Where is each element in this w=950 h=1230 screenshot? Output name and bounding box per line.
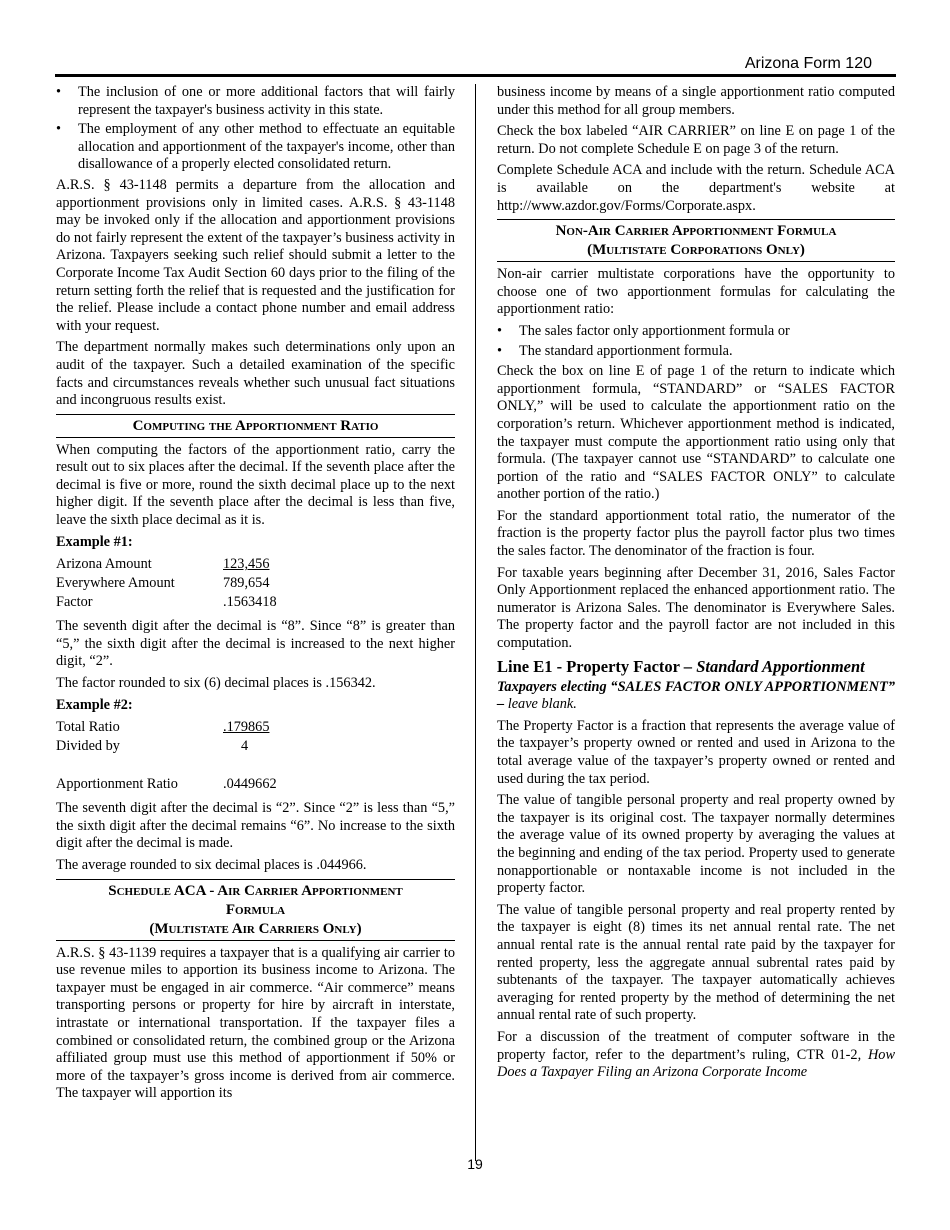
list-item: • The sales factor only apportionment formula or (497, 323, 895, 341)
table-row (56, 738, 277, 757)
paragraph: business income by means of a single apportionment ratio computed under this method for all group members. (497, 84, 895, 118)
line-e1-heading (497, 657, 895, 677)
heading-text: Line E1 - Property Factor – (497, 656, 697, 676)
paragraph: A.R.S. § 43-1148 permits a departure from the allocation and apportionment provisions only in limited cases. A.R.S. § 43-1148 may be invoked only if the allocation and apportionment provisions do not fairly represent the extent of the taxpayer’s business activity in Arizona. Taxpayers seeking such relief should submit a letter to the Corporate Income Tax Audit Section 60 days prior to the filing of the return setting forth the relief that is requested and the justification for the relief. Please include a contact phone number and email address with your request. (56, 176, 455, 334)
ruling-title: , How Does a Taxpayer Filing an Arizona Corporate Income (497, 1046, 895, 1081)
table-spacer (56, 757, 277, 776)
paragraph: The Property Factor is a fraction that represents the average value of the taxpayer’s property owned or rented and used in Arizona to the total average value of the taxpayer’s property owned or rented and used during the tax period. (497, 717, 895, 787)
list-item: • The standard apportionment formula. (497, 343, 895, 361)
heading-italic-text: Standard Apportionment (696, 656, 865, 676)
paragraph (497, 1029, 895, 1082)
table-row (56, 594, 277, 613)
table-cell-value: 4 (241, 738, 249, 755)
table-cell-label: Arizona Amount (56, 556, 152, 573)
paragraph: The department normally makes such determinations only upon an audit of the taxpayer. Such a detailed examination of the specific facts and circumstances reveals whether such unusual fact situations and incongruous results exist. (56, 339, 455, 409)
paragraph: Non-air carrier multistate corporations have the opportunity to choose one of two apportionment formulas for calculating the apportionment ratio: (497, 266, 895, 318)
heading-line: Schedule ACA - Air Carrier Apportionment (108, 882, 403, 899)
example-2-title: Example #2: (56, 696, 133, 713)
paragraph: The value of tangible personal property and real property rented by the taxpayer is eight (8) times its net annual rental rate. The net annual rental rate is the annual rental rate paid by the taxpayer for rented property, less the aggregate annual subrental rates paid by subtenants of the taxpayer. The taxpayer automatically achieves averaging for rented property by the method of determining the net annual rental rate of such property. (497, 901, 895, 1024)
paragraph-text: For a discussion of the treatment of computer software in the property factor, refer to the department’s ruling, CTR 01-2 (497, 1028, 895, 1063)
table-cell-value: .179865 (223, 719, 270, 736)
table-cell-label: Divided by (56, 738, 120, 755)
paragraph: The value of tangible personal property and real property owned by the taxpayer is its original cost. The taxpayer normally determines the average value of its owned property by averaging the values at the beginning and ending of the tax period. Property used to generate nonapportionable or nontaxable income is not included in the property factor. (497, 792, 895, 897)
factor-bullet-list (56, 84, 455, 174)
example-1-title: Example #1: (56, 533, 133, 550)
table-cell-value: 789,654 (223, 575, 270, 592)
heading-line: (Multistate Corporations Only) (587, 242, 805, 259)
table-row (56, 575, 277, 594)
list-item: • The inclusion of one or more additional factors that will fairly represent the taxpayer's business activity in this state. (56, 84, 455, 119)
page-number: 19 (467, 1156, 483, 1172)
table-row (56, 719, 277, 738)
section-heading-non-air-carrier (497, 219, 895, 262)
paragraph: A.R.S. § 43-1139 requires a taxpayer that is a qualifying air carrier to use revenue miles to apportion its business income to Arizona. The taxpayer must be engaged in air commerce. “Air commerce” means transporting persons or property for hire by aircraft in interstate, intrastate or international transportation. If the taxpayer files a combined or consolidated return, the combined group or the Arizona affiliated group must use this method of apportionment if 50% or more of the taxpayer’s gross income is derived from air commerce. The taxpayer will apportion its (56, 944, 455, 1102)
paragraph: Check the box labeled “AIR CARRIER” on line E on page 1 of the return. Do not complete Schedule E on page 3 of the return. (497, 123, 895, 157)
table-cell-label: Factor (56, 594, 93, 611)
paragraph: When computing the factors of the apportionment ratio, carry the result out to six places after the decimal. If the seventh place after the decimal is five or more, round the sixth decimal place up to the next higher digit. If the seventh place after the decimal is less than five, leave the sixth place decimal as it is. (56, 441, 455, 529)
heading-line: Formula (225, 901, 286, 918)
subheading-text: Taxpayers electing “SALES FACTOR ONLY APPORTIONMENT” – (497, 678, 895, 713)
section-heading-apportionment-ratio: Computing the Apportionment Ratio (56, 414, 455, 438)
paragraph: The average rounded to six decimal places is .044966. (56, 857, 367, 873)
section-heading-schedule-aca (56, 879, 455, 941)
sales-factor-subheading (497, 679, 895, 714)
subheading-note: leave blank (504, 696, 574, 713)
heading-line: (Multistate Air Carriers Only) (149, 920, 362, 937)
table-cell-label: Total Ratio (56, 719, 120, 736)
formula-bullet-list (497, 323, 895, 360)
subheading-period: . (573, 696, 577, 713)
paragraph: Complete Schedule ACA and include with the return. Schedule ACA is available on the department's website at http://www.azdor.gov/Forms/Corporate.aspx. (497, 162, 895, 214)
paragraph: The seventh digit after the decimal is “2”. Since “2” is less than “5,” the sixth digit after the decimal remains “6”. No increase to the sixth digit after the decimal is made. (56, 800, 455, 852)
header-rule (55, 74, 896, 77)
table-cell-value: .0449662 (223, 776, 277, 793)
example-2-table (56, 719, 277, 795)
column-divider (475, 84, 476, 1161)
left-column (56, 84, 455, 1107)
table-cell-label: Apportionment Ratio (56, 776, 178, 793)
table-cell-label: Everywhere Amount (56, 575, 175, 592)
table-row (56, 776, 277, 795)
form-title: Arizona Form 120 (744, 55, 872, 72)
paragraph: The seventh digit after the decimal is “8”. Since “8” is greater than “5,” the sixth digit after the decimal is increased to the next higher digit, “2”. (56, 618, 455, 670)
list-item: • The employment of any other method to effectuate an equitable allocation and apportionment of the taxpayer's income, other than disallowance of a properly elected consolidated return. (56, 121, 455, 174)
paragraph: For the standard apportionment total ratio, the numerator of the fraction is the property factor plus the payroll factor plus two times the sales factor. The denominator of the fraction is four. (497, 507, 895, 560)
paragraph: For taxable years beginning after December 31, 2016, Sales Factor Only Apportionment replaced the enhanced apportionment ratio. The numerator is Arizona Sales. The denominator is Everywhere Sales. The property factor and the payroll factor are not included in this computation. (497, 564, 895, 652)
right-column (497, 84, 895, 1086)
example-1-table (56, 556, 277, 613)
table-cell-value: 123,456 (223, 556, 270, 573)
table-cell-value: .1563418 (223, 594, 277, 611)
table-row (56, 556, 277, 575)
paragraph: Check the box on line E of page 1 of the return to indicate which apportionment formula, “STANDARD” or “SALES FACTOR ONLY,” will be used to calculate the apportionment ratio on the corporation’s return. Whichever apportionment method is indicated, the taxpayer must compute the apportionment ratio using only that formula. (The taxpayer cannot use “STANDARD” to calculate one portion of the ratio and “SALES FACTOR ONLY” to calculate another portion of the ratio.) (497, 363, 895, 503)
heading-line: Non-Air Carrier Apportionment Formula (555, 223, 837, 240)
paragraph: The factor rounded to six (6) decimal places is .156342. (56, 675, 376, 692)
